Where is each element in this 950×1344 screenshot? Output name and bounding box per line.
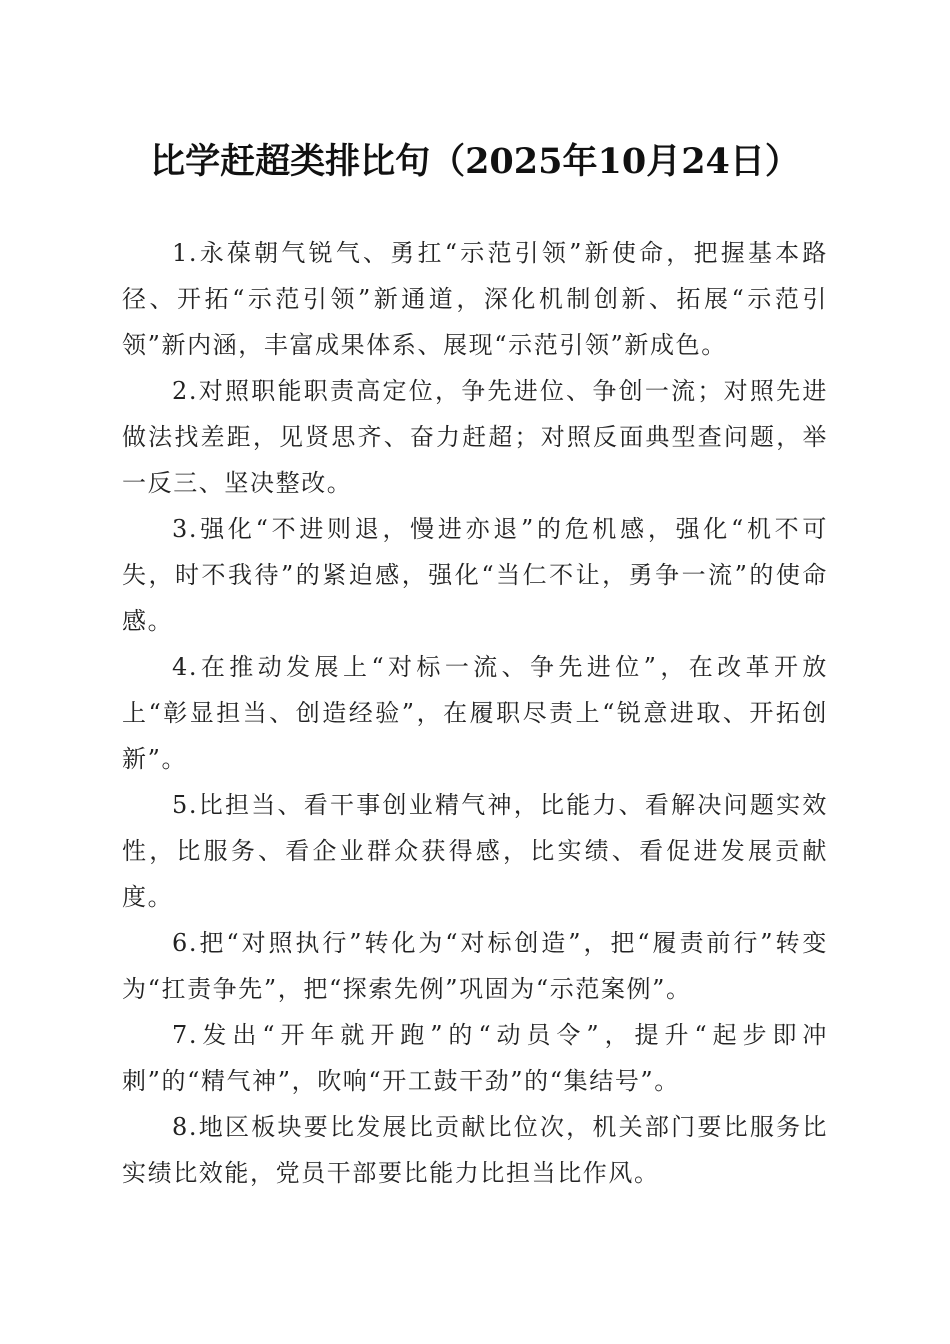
paragraph-4: 4.在推动发展上“对标一流、争先进位”，在改革开放上“彰显担当、创造经验”，在履职尽责上“锐意进取、开拓创新”。 [122, 653, 828, 773]
paragraph-2: 2.对照职能职责高定位，争先进位、争创一流；对照先进做法找差距，见贤思齐、奋力赶超；对照反面典型查问题，举一反三、坚决整改。 [122, 377, 828, 497]
paragraph-5: 5.比担当、看干事创业精气神，比能力、看解决问题实效性，比服务、看企业群众获得感，比实绩、看促进发展贡献度。 [122, 791, 828, 911]
paragraph-3: 3.强化“不进则退，慢进亦退”的危机感，强化“机不可失，时不我待”的紧迫感，强化“当仁不让，勇争一流”的使命感。 [122, 515, 828, 635]
paragraph-6: 6.把“对照执行”转化为“对标创造”，把“履责前行”转变为“扛责争先”，把“探索先例”巩固为“示范案例”。 [122, 929, 828, 1003]
document-title: 比学赶超类排比句（2025年10月24日） [150, 141, 800, 182]
document-body [122, 230, 828, 1196]
paragraph-7: 7.发出“开年就开跑”的“动员令”，提升“起步即冲刺”的“精气神”，吹响“开工鼓干劲”的“集结号”。 [122, 1021, 828, 1095]
paragraph-1: 1.永葆朝气锐气、勇扛“示范引领”新使命，把握基本路径、开拓“示范引领”新通道，深化机制创新、拓展“示范引领”新内涵，丰富成果体系、展现“示范引领”新成色。 [122, 239, 828, 359]
paragraph-8: 8.地区板块要比发展比贡献比位次，机关部门要比服务比实绩比效能，党员干部要比能力比担当比作风。 [122, 1113, 828, 1187]
